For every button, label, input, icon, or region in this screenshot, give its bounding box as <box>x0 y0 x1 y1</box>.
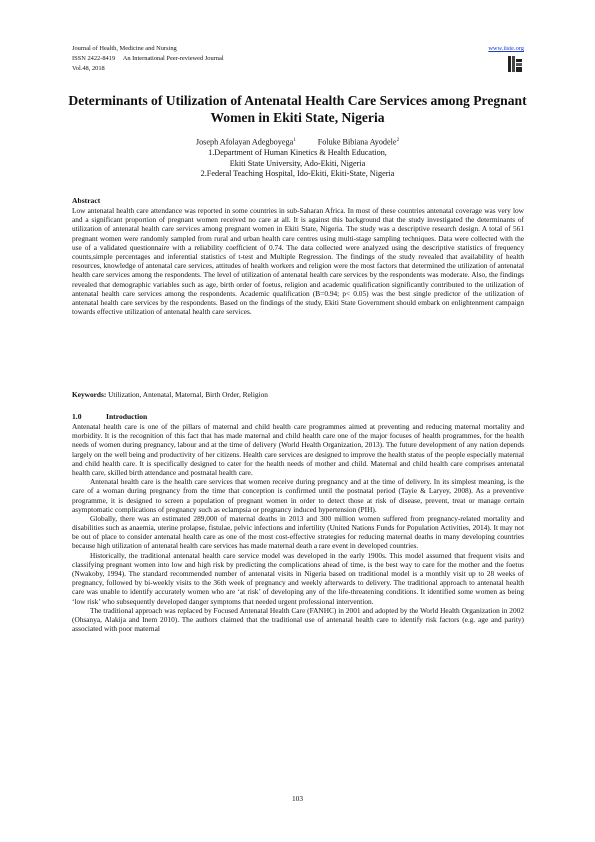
introduction-body <box>72 422 524 633</box>
intro-paragraph-3: Globally, there was an estimated 289,000 of maternal deaths in 2013 and 300 million women suffered from pregnancy-related mortality and disabilities such as anaemia, uterine prolapse, fistulae, pelvic infections and infertility (United Nations Funds for Population Activities, 2014). It may not be out of place to consider antenatal health care as one of the most cost-effective strategies for reducing maternal deaths in many developing countries because high utilization of antenatal health care services has made maternal death a rare event in developed countries. <box>72 513 524 551</box>
abstract-paragraph: Low antenatal health care attendance was reported in some countries in sub-Saharan Africa. In most of these countries antenatal coverage was very low and a significant proportion of pregnant women received no care at all. It is against this background that the study investigated the determinants of utilization of antenatal health care services among pregnant women in Ekiti State, Nigeria. The study was a descriptive research design. A total of 561 pregnant women were randomly sampled from rural and urban health care centres using multi-stage sampling techniques. Data were collected with the use of a validated questionnaire with a reliability coefficient of 0.74. The data collected were analyzed using the descriptive statistics of frequency counts,simple percentages and inferential statistics of t-test and Multiple Regression. The findings of the study revealed that availability of health resources, knowledge of antenatal care services, attitudes of health workers and religion were the most factors that determined the utilization of antenatal health care services among the respondents. The level of utilization of antenatal health care services by the respondents was moderate. Also, the findings revealed that demographic variables such as age, birth order of foetus, religion and academic qualification significantly contributed to the utilization of antenatal health care services among the respondents. Academic qualification (B=0.94; p< 0.05) was the best single predictor of the utilization of antenatal health care services by the respondents. Based on the findings of the study, Ekiti State Government should embark on enlightenment campaign towards effective utilization of antenatal health care services. <box>72 206 524 317</box>
section-number: 1.0 <box>72 412 82 421</box>
keywords-list: Utilization, Antenatal, Maternal, Birth Order, Religion <box>106 390 268 399</box>
intro-paragraph-2: Antenatal health care is the health care services that women receive during pregnancy and at the time of delivery. In its simplest meaning, is the care of a woman during pregnancy from the time that conception is confirmed until the postnatal period (Tayie & Laryey, 2008). As a preventive programme, it is designed to screen a population of pregnant women in order to detect those at risk of disease, prevent, treat or manage certain asymptomatic complications of pregnancy such as eclampsia or pregnancy induced hypertension (PIH). <box>72 477 524 514</box>
abstract-heading: Abstract <box>72 196 101 205</box>
abstract-text <box>72 206 524 316</box>
paper-title: Determinants of Utilization of Antenatal Health Care Services among Pregnant Women in Ekiti State, Nigeria <box>68 93 527 125</box>
affiliation-1-line-1: 1.Department of Human Kinetics & Health Education, <box>208 148 387 158</box>
page-number: 103 <box>291 794 303 803</box>
intro-paragraph-1: Antenatal health care is one of the pillars of maternal and child health care programmes aimed at preventing and reducing maternal mortality and morbidity. It is the recognition of this fact that has made maternal and child health care one of the major focuses of health programmes, for the health needs of women during pregnancy, labour and at the time of delivery (World Health Organization, 2013). The future development of any nation depends largely on the well being and productivity of her citizens. Health care services are designed to improve the health status of the people especially maternal and child health care. It is specifically designed to cater for the health needs of mother and child. Maternal and child health care comprises antenatal health care, skilled birth attendance and postnatal health care. <box>72 422 524 477</box>
keywords <box>72 390 268 399</box>
author-1-sup: 1 <box>293 138 296 143</box>
issn-line: ISSN 2422-8419 An International Peer-reviewed Journal <box>72 55 224 62</box>
section-heading <box>72 412 147 421</box>
author-1: Joseph Afolayan Adegboyega <box>195 137 294 147</box>
keywords-label: Keywords: <box>72 390 107 399</box>
journal-name: Journal of Health, Medicine and Nursing <box>72 45 177 52</box>
affiliation-2: 2.Federal Teaching Hospital, Ido-Ekiti, Ekiti-State, Nigeria <box>200 169 395 179</box>
intro-paragraph-4: Historically, the traditional antenatal health care service model was developed in the early 1900s. This model assumed that frequent visits and classifying pregnant women into low and high risk by predicting the complications ahead of time, is the best way to care for the mother and the foetus (Nwakoby, 1994). The standard recommended number of antenatal visits in Nigeria based on traditional model is a monthly visit up to 28 weeks of pregnancy, followed by bi-weekly visits to the 36th week of pregnancy and weekly afterwards to delivery. The traditional approach to antenatal health care was unable to identify accurately women who are ‘at risk’ of developing any of the life-threatening conditions. It identified some women as being ‘low risk’ who subsequently developed danger symptoms that needed urgent professional intervention. <box>72 550 524 606</box>
author-2-sup: 2 <box>396 138 400 143</box>
section-title: Introduction <box>106 412 148 421</box>
affiliation-1-line-2: Ekiti State University, Ado-Ekiti, Nigeria <box>229 158 366 168</box>
journal-url-link[interactable]: www.iiste.org <box>488 45 524 52</box>
intro-paragraph-5: The traditional approach was replaced by Focused Antenatal Health Care (FANHC) in 2001 and adopted by the World Health Organization in 2002 (Ohsanya, Alakija and Inem 2010). The authors claimed that the traditional use of antenatal health care to identify risk factors (e.g. age and parity) associated with poor maternal <box>72 605 524 634</box>
author-block <box>60 136 535 180</box>
iiste-logo-icon <box>507 55 523 73</box>
volume-line: Vol.48, 2018 <box>72 65 105 72</box>
author-line <box>60 136 535 148</box>
author-2: Foluke Bibiana Ayodele <box>317 137 397 147</box>
